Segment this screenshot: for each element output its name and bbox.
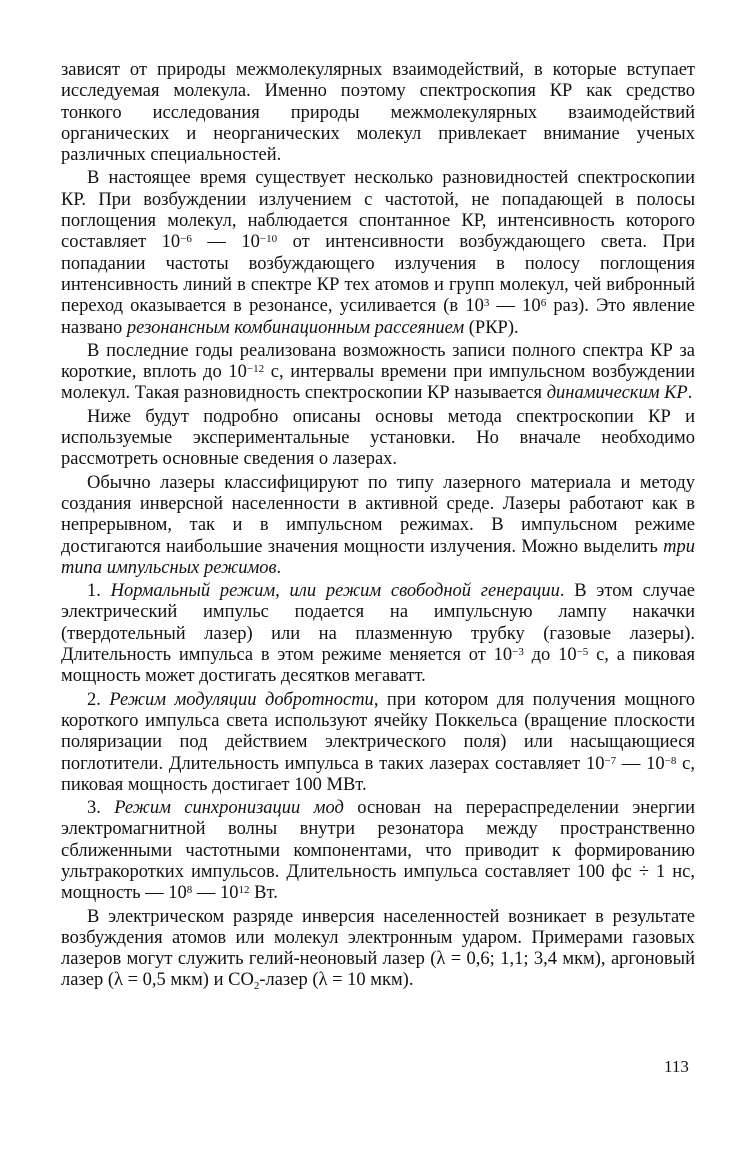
text-run: . — [687, 383, 693, 404]
superscript-exponent: −6 — [180, 233, 192, 246]
superscript-exponent: 8 — [186, 884, 193, 897]
text-run: -лазер (λ = 10 мкм). — [259, 970, 414, 991]
text-run: основан на перераспределении энергии электромагнитной волны внутри резонатора между пространственно сближенными частотными компонентами, что приводит к формированию ультракоротких импульсов. Длительность импульса составляет 100 фс ÷ 1 нс, мощность — 10 — [61, 798, 696, 904]
paragraph — [61, 690, 695, 796]
text-run: 1. — [87, 581, 111, 602]
superscript-exponent: −12 — [246, 363, 265, 376]
page-number: 113 — [664, 1057, 689, 1076]
text-run: до 10 — [523, 645, 577, 666]
superscript-exponent: −3 — [512, 646, 524, 659]
text-run: зависят от природы межмолекулярных взаимодействий, в которые вступает исследуемая молекула. Именно поэтому спектроскопия КР как средство тонкого исследования природы межмолекулярных взаимодействий органических и неорганических молекул привлекает внимание ученых различных специальностей. — [61, 60, 695, 166]
text-run: раз). Это явление названо — [61, 296, 695, 338]
paragraph — [61, 798, 695, 904]
text-run: (РКР). — [464, 317, 519, 338]
italic-term: Нормальный режим, или режим свободной генерации — [110, 581, 560, 602]
paragraph — [61, 341, 695, 405]
paragraph — [61, 60, 695, 166]
superscript-exponent: 3 — [483, 297, 490, 310]
subscript-index: 2 — [253, 979, 260, 992]
text-run: — 10 — [191, 232, 260, 253]
superscript-exponent: 12 — [238, 884, 250, 897]
text-run: с, а пиковая мощность может достигать десятков мегаватт. — [61, 645, 696, 687]
paragraph — [61, 907, 695, 992]
text-run: 2. — [87, 689, 110, 710]
paragraph — [61, 168, 695, 338]
text-run: , при котором для получения мощного короткого импульса света используют ячейку Поккельса (вращение плоскости поляризации под действием электрического поля) или насыщающиеся поглотители. Длительность импульса в таких лазерах составляет 10 — [61, 689, 695, 774]
italic-term: Режим модуляции добротности — [109, 689, 374, 710]
italic-term: динамическим КР — [546, 383, 688, 404]
italic-term: резонансным комбинационным рассеянием — [126, 317, 465, 338]
paragraph — [61, 407, 695, 471]
text-run: с, пиковая мощность достигает 100 МВт. — [61, 753, 695, 795]
text-run: В настоящее время существует несколько разновидностей спектроскопии КР. При возбуждении излучением с частотой, не попадающей в полосы поглощения молекул, наблюдается спонтанное КР, интенсивность которого составляет 10 — [61, 168, 695, 253]
text-run: с, интервалы времени при импульсном возбуждении молекул. Такая разновидность спектроскопии КР называется — [61, 362, 695, 404]
paragraph — [61, 581, 695, 687]
text-run: . — [276, 557, 282, 578]
text-run: — 10 — [489, 296, 541, 317]
superscript-exponent: 6 — [540, 297, 547, 310]
superscript-exponent: −7 — [604, 754, 617, 767]
paragraph — [61, 473, 695, 579]
text-run: — 10 — [616, 753, 665, 774]
text-run: Ниже будут подробно описаны основы метода спектроскопии КР и используемые экспериментальные установки. Но вначале необходимо рассмотреть основные сведения о лазерах. — [61, 406, 695, 470]
body-text — [61, 60, 695, 992]
italic-term: Режим синхронизации мод — [114, 798, 344, 819]
text-run: В последние годы реализована возможность записи полного спектра КР за короткие, вплоть до 10 — [61, 340, 695, 383]
superscript-exponent: −5 — [576, 646, 589, 659]
text-run: 3. — [87, 798, 115, 819]
text-run: . В этом случае электрический импульс подается на импульсную лампу накачки (твердотельный лазер) или на плазменную трубку (газовые лазеры). Длительность импульса в этом режиме меняется от 10 — [61, 581, 695, 666]
italic-term: три типа импульсных режимов — [61, 536, 695, 578]
text-run: — 10 — [192, 883, 239, 904]
superscript-exponent: −8 — [664, 754, 677, 767]
text-run: В электрическом разряде инверсия населенностей возникает в результате возбуждения атомов или молекул электронным ударом. Примерами газовых лазеров могут служить гелий-неоновый лазер (λ = 0,6; 1,1; 3,4 мкм), аргоновый лазер (λ = 0,5 мкм) и CO — [61, 906, 695, 991]
text-run: Вт. — [249, 883, 278, 904]
text-run: от интенсивности возбуждающего света. При попадании частоты возбуждающего излучения в полосу поглощения интенсивность линий в спектре КР тех атомов и групп молекул, чей вибронный переход оказывается в резонансе, усиливается (в 10 — [61, 232, 696, 317]
superscript-exponent: −10 — [259, 233, 278, 246]
text-run: Обычно лазеры классифицируют по типу лазерного материала и методу создания инверсной населенности в активной среде. Лазеры работают как в непрерывном, так и в импульсном режимах. В импульсном режиме достигаются наибольшие значения мощности излучения. Можно выделить — [61, 472, 695, 557]
